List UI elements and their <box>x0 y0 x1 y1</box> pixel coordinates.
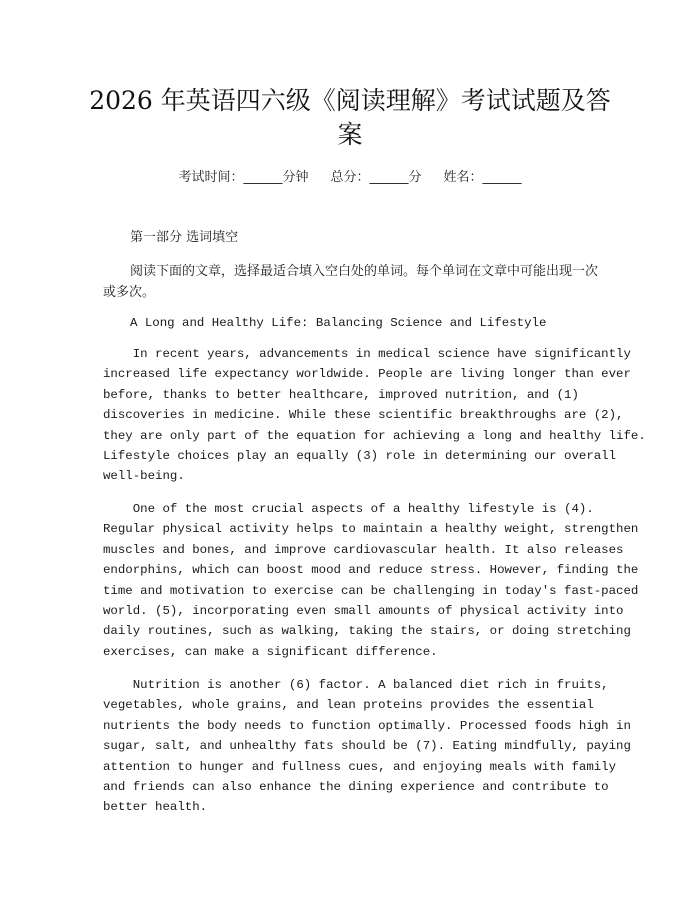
document-title: 2026 年英语四六级《阅读理解》考试试题及答案 <box>89 86 611 149</box>
passage-paragraph-3 <box>103 675 631 818</box>
exam-meta-row <box>0 168 700 188</box>
paragraph-line: world. (5), incorporating even small amounts of physical activity into <box>103 604 624 619</box>
paragraph-line: nutrients the body needs to function optimally. Processed foods high in <box>103 718 631 733</box>
paragraph-line: vegetables, whole grains, and lean proteins provides the essential <box>103 698 594 713</box>
paragraph-line: time and motivation to exercise can be challenging in today's fast-paced <box>103 583 639 598</box>
paragraph-line: discoveries in medicine. While these scientific breakthroughs are (2), <box>103 408 624 423</box>
paragraph-line: well-being. <box>103 469 185 484</box>
paragraph-line: sugar, salt, and unhealthy fats should be (7). Eating mindfully, paying <box>103 739 631 754</box>
student-name-field: 姓名：______ <box>443 170 522 185</box>
exam-time-field: 考试时间：______分钟 <box>178 170 309 185</box>
paragraph-line: muscles and bones, and improve cardiovascular health. It also releases <box>103 542 624 557</box>
paragraph-line: before, thanks to better healthcare, improved nutrition, and (1) <box>103 387 579 402</box>
passage-paragraph-2 <box>103 499 639 662</box>
paragraph-line: daily routines, such as walking, taking the stairs, or doing stretching <box>103 624 631 639</box>
paragraph-line: endorphins, which can boost mood and reduce stress. However, finding the <box>103 563 639 578</box>
paragraph-line: One of the most crucial aspects of a healthy lifestyle is (4). <box>103 502 594 516</box>
instruction-text: 阅读下面的文章，选择最适合填入空白处的单词。每个单词在文章中可能出现一次或多次。 <box>103 264 599 300</box>
paragraph-line: better health. <box>103 800 208 815</box>
paragraph-line: and friends can also enhance the dining experience and contribute to <box>103 780 609 795</box>
paragraph-line: Nutrition is another (6) factor. A balanced diet rich in fruits, <box>103 678 609 692</box>
paragraph-line: Lifestyle choices play an equally (3) role in determining our overall <box>103 449 617 464</box>
section-heading: 第一部分 选词填空 <box>130 230 239 245</box>
paragraph-line: they are only part of the equation for achieving a long and healthy life. <box>103 428 646 443</box>
paragraph-line: In recent years, advancements in medical science have significantly <box>103 347 631 361</box>
paragraph-line: Regular physical activity helps to maintain a healthy weight, strengthen <box>103 522 639 537</box>
paragraph-line: attention to hunger and fullness cues, and enjoying meals with family <box>103 759 617 774</box>
passage-title: A Long and Healthy Life: Balancing Science and Lifestyle <box>130 316 547 330</box>
passage-paragraph-1 <box>103 344 646 487</box>
paragraph-line: exercises, can make a significant difference. <box>103 644 438 659</box>
total-score-field: 总分：______分 <box>330 170 422 185</box>
paragraph-line: increased life expectancy worldwide. People are living longer than ever <box>103 367 631 382</box>
